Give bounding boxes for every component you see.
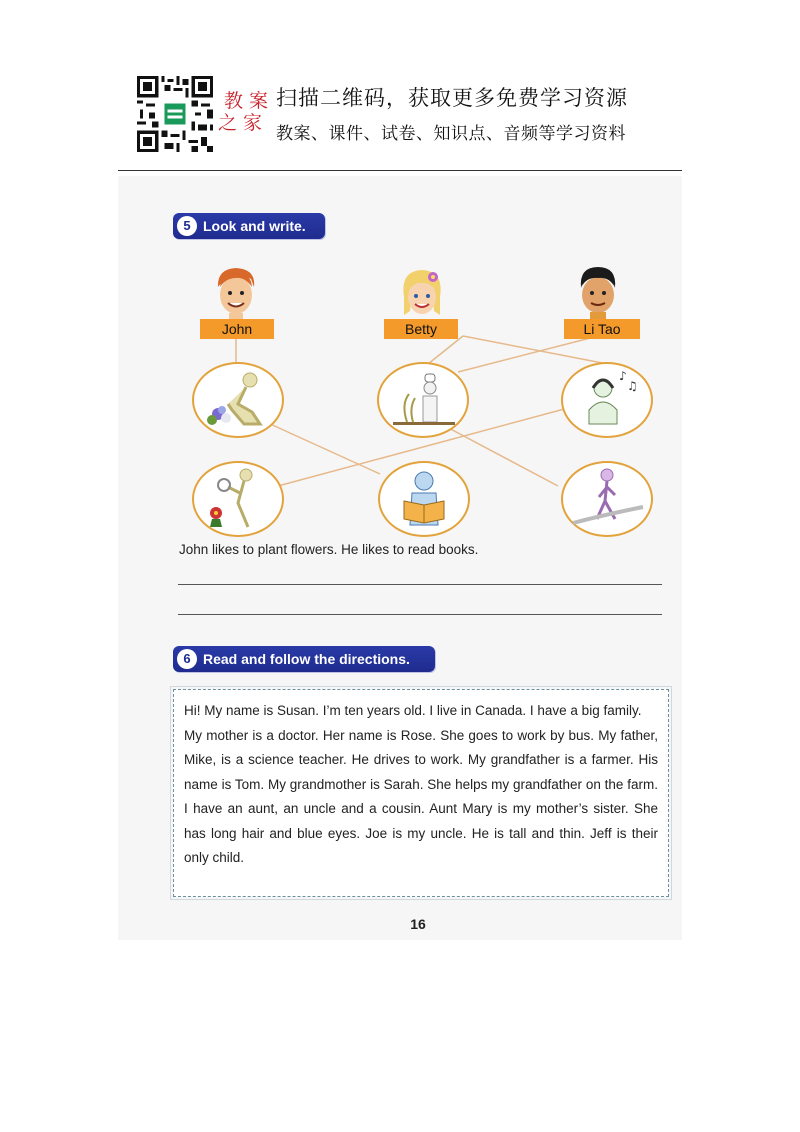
activity-cooking: [377, 362, 469, 438]
header-divider: [118, 170, 682, 171]
passage-paragraph-2: My mother is a doctor. Her name is Rose. She goes to work by bus. My father, Mike, is a science teacher. He drives to work. My grandfather is a farmer. His name is Tom. My grandmother is Sarah. She helps my grandfather on the farm. I have an aunt, an uncle and a cousin. Aunt Mary is my mother’s sister. She has long hair and blue eyes. Joe is my uncle. He is tall and thin. Jeff is their only child.: [184, 727, 658, 865]
section-5-label: Look and write.: [203, 218, 306, 234]
passage-paragraph-1: Hi! My name is Susan. I’m ten years old. I live in Canada. I have a big family.: [184, 703, 642, 718]
header: [0, 0, 800, 172]
brand-line-2: 之 家: [218, 112, 263, 134]
li-tao-face-icon: [573, 264, 623, 320]
listening-music-icon: [563, 364, 651, 436]
reading-book-icon: [380, 463, 468, 535]
header-slogan: 扫描二维码，获取更多免费学习资源: [276, 86, 628, 110]
name-tag-betty: Betty: [384, 319, 458, 339]
cooking-icon: [379, 364, 467, 436]
qr-code-icon: [137, 76, 213, 152]
section-6-number: 6: [177, 649, 197, 669]
writing-line-2[interactable]: [178, 614, 662, 615]
svg-text:♫: ♫: [627, 379, 638, 393]
activity-walking: [561, 461, 653, 537]
workbook-page: [118, 176, 682, 940]
section-5-number: 5: [177, 216, 197, 236]
activity-watering-flowers: [192, 461, 284, 537]
john-face-icon: [211, 265, 261, 321]
svg-text:♪: ♪: [619, 369, 627, 383]
watering-flowers-icon: [194, 463, 282, 535]
section-6-label: Read and follow the directions.: [203, 651, 410, 667]
brand-logo: [218, 90, 270, 134]
section-6-title: [173, 646, 435, 672]
brand-line-1: 教 案: [224, 90, 269, 112]
activity-planting-flowers: [192, 362, 284, 438]
header-subtitle: 教案、课件、试卷、知识点、音频等学习资料: [276, 124, 626, 144]
example-sentence: John likes to plant flowers. He likes to read books.: [179, 542, 479, 557]
betty-face-icon: [398, 267, 446, 323]
page-number: 16: [410, 916, 426, 932]
reading-passage: [173, 689, 669, 897]
planting-flowers-icon: [194, 364, 282, 436]
writing-line-1[interactable]: [178, 584, 662, 585]
name-tag-li-tao: Li Tao: [564, 319, 640, 339]
walking-icon: [563, 463, 651, 535]
name-tag-john: John: [200, 319, 274, 339]
activity-reading-book: [378, 461, 470, 537]
activity-listening-music: [561, 362, 653, 438]
